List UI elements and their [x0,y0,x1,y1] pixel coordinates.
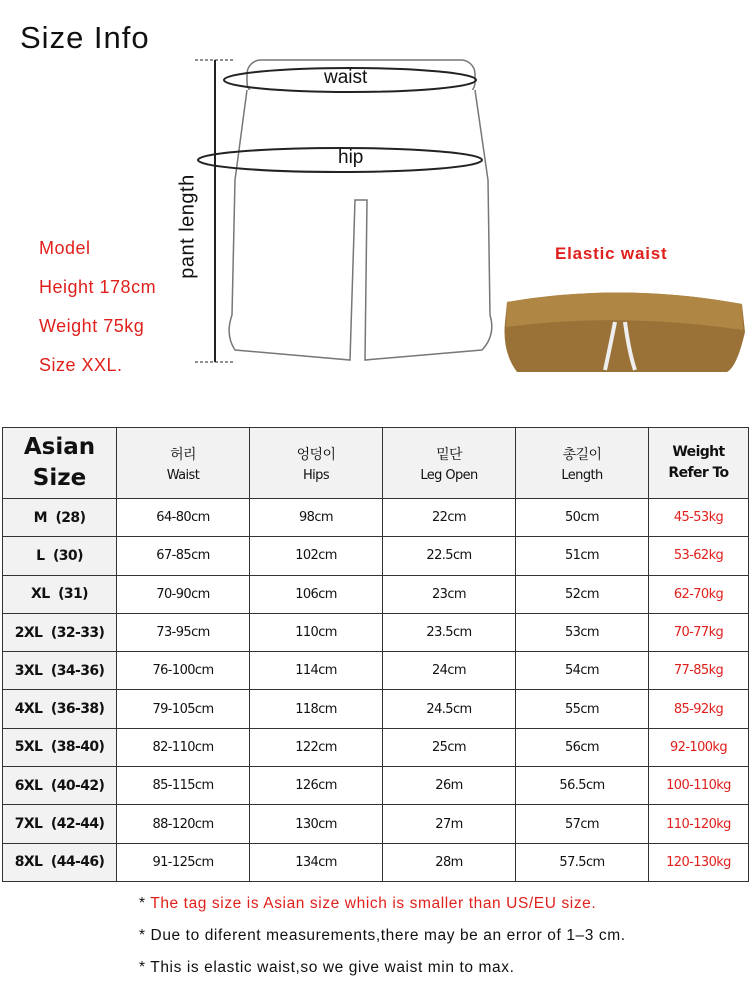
table-row [3,537,749,575]
note-text: The tag size is Asian size which is smaller than US/EU size. [150,895,597,912]
table-row [3,767,749,805]
cell-length: 56cm [516,728,649,766]
cell-weight: 120-130kg [649,843,749,881]
note-elastic: * This is elastic waist,so we give waist min to max. [139,959,515,976]
cell-length: 51cm [516,537,649,575]
cell-leg-open: 23.5cm [383,613,516,651]
cell-hips: 98cm [250,499,383,537]
cell-hips: 110cm [250,613,383,651]
cell-leg-open: 28m [383,843,516,881]
header-weight [649,428,749,499]
table-row [3,499,749,537]
cell-weight: 92-100kg [649,728,749,766]
header-kr: 허리 [170,446,196,463]
cell-size: M (28) [3,499,117,537]
cell-length: 53cm [516,613,649,651]
elastic-waist-photo [497,282,749,372]
cell-waist: 85-115cm [117,767,250,805]
cell-hips: 134cm [250,843,383,881]
cell-hips: 106cm [250,575,383,613]
cell-leg-open: 23cm [383,575,516,613]
cell-length: 50cm [516,499,649,537]
cell-weight: 62-70kg [649,575,749,613]
cell-hips: 114cm [250,652,383,690]
cell-leg-open: 24.5cm [383,690,516,728]
header-text: Weight [672,444,725,460]
model-size: Size XXL. [39,355,123,375]
note-measurement: * Due to diferent measurements,there may be an error of 1–3 cm. [139,927,626,944]
cell-waist: 79-105cm [117,690,250,728]
cell-size: XL (31) [3,575,117,613]
table-row [3,613,749,651]
header-text: Refer To [668,465,729,481]
cell-leg-open: 22cm [383,499,516,537]
header-en: Length [561,467,603,483]
cell-leg-open: 27m [383,805,516,843]
cell-waist: 67-85cm [117,537,250,575]
cell-waist: 76-100cm [117,652,250,690]
header-asian-size [3,428,117,499]
header-en: Waist [166,467,200,483]
cell-size: 8XL (44-46) [3,843,117,881]
waist-label: waist [324,67,368,88]
cell-size: 7XL (42-44) [3,805,117,843]
header-waist [117,428,250,499]
table-row [3,575,749,613]
cell-length: 57.5cm [516,843,649,881]
cell-size: 3XL (34-36) [3,652,117,690]
cell-waist: 70-90cm [117,575,250,613]
elastic-waist-label: Elastic waist [555,244,668,263]
header-en: Hips [302,467,329,483]
cell-length: 55cm [516,690,649,728]
cell-weight: 100-110kg [649,767,749,805]
size-table [2,427,749,882]
cell-size: 4XL (36-38) [3,690,117,728]
table-row [3,728,749,766]
header-kr: 엉덩이 [296,446,336,463]
header-text: Size [32,465,87,491]
cell-weight: 110-120kg [649,805,749,843]
note-tag-size [139,895,596,913]
cell-hips: 122cm [250,728,383,766]
model-weight: Weight 75kg [39,316,145,336]
cell-leg-open: 24cm [383,652,516,690]
header-leg-open [383,428,516,499]
cell-length: 54cm [516,652,649,690]
cell-length: 52cm [516,575,649,613]
header-text: Asian [23,434,96,460]
hip-label: hip [338,147,364,168]
cell-size: 2XL (32-33) [3,613,117,651]
header-hips [250,428,383,499]
cell-weight: 53-62kg [649,537,749,575]
table-row [3,843,749,881]
cell-leg-open: 25cm [383,728,516,766]
cell-weight: 85-92kg [649,690,749,728]
cell-size: 6XL (40-42) [3,767,117,805]
cell-length: 57cm [516,805,649,843]
table-row [3,805,749,843]
cell-hips: 118cm [250,690,383,728]
cell-hips: 126cm [250,767,383,805]
cell-length: 56.5cm [516,767,649,805]
cell-hips: 130cm [250,805,383,843]
cell-size: 5XL (38-40) [3,728,117,766]
cell-waist: 88-120cm [117,805,250,843]
cell-leg-open: 26m [383,767,516,805]
pant-length-label: pant length [176,174,199,279]
model-height: Height 178cm [39,277,157,297]
header-kr: 총길이 [562,446,602,463]
header-length [516,428,649,499]
cell-size: L (30) [3,537,117,575]
cell-leg-open: 22.5cm [383,537,516,575]
shorts-diagram [180,50,520,370]
model-label: Model [39,238,91,258]
cell-waist: 82-110cm [117,728,250,766]
cell-weight: 77-85kg [649,652,749,690]
cell-weight: 70-77kg [649,613,749,651]
cell-waist: 64-80cm [117,499,250,537]
cell-hips: 102cm [250,537,383,575]
cell-waist: 73-95cm [117,613,250,651]
cell-waist: 91-125cm [117,843,250,881]
header-kr: 밑단 [436,446,462,463]
cell-weight: 45-53kg [649,499,749,537]
note-star: * [139,895,151,912]
header-en: Leg Open [420,467,478,483]
table-row [3,690,749,728]
table-row [3,652,749,690]
table-header-row [3,428,749,499]
page-title: Size Info [20,20,150,55]
